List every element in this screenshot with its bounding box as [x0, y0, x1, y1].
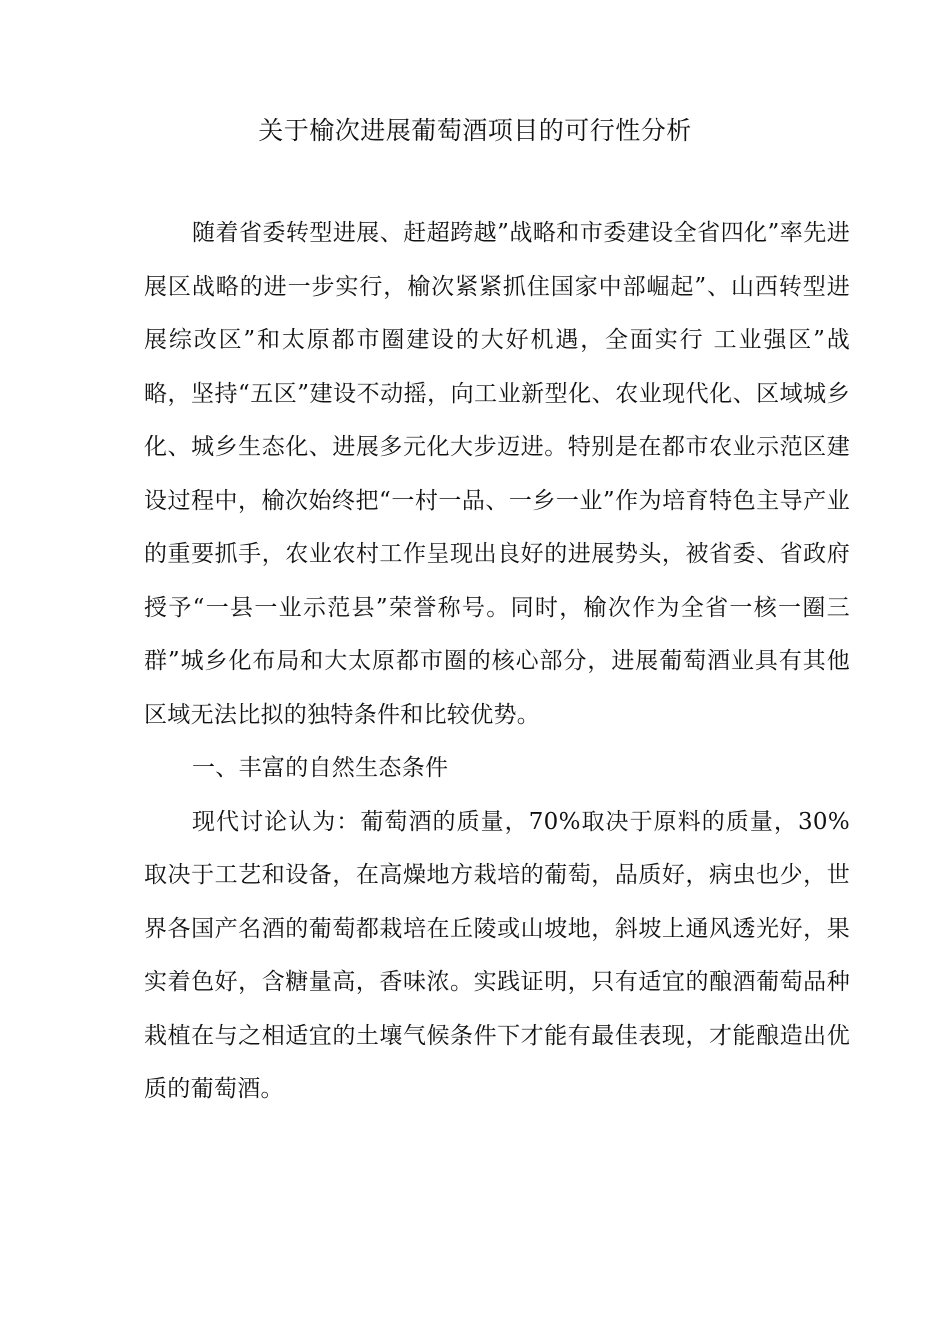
document-title: 关于榆次进展葡萄酒项目的可行性分析: [258, 116, 692, 145]
document-body: [144, 207, 850, 1117]
section-heading-natural-conditions: 一、丰富的自然生态条件: [192, 755, 449, 781]
paragraph-natural-conditions: 现代讨论认为：葡萄酒的质量，70%取决于原料的质量，30%取决于工艺和设备，在高燥地方栽培的葡萄，品质好，病虫也少，世界各国产名酒的葡萄都栽培在丘陵或山坡地，斜坡上通风透光好，果实着色好，含糖量高，香味浓。实践证明，只有适宜的酿酒葡萄品种栽植在与之相适宜的土壤气候条件下才能有最佳表现，才能酿造出优质的葡萄酒。: [144, 808, 850, 1102]
paragraph-intro: 随着省委转型进展、赶超跨越”战略和市委建设全省四化”率先进展区战略的进一步实行，榆次紧紧抓住国家中部崛起”、山西转型进展综改区”和太原都市圈建设的大好机遇，全面实行 工业强区”战略，坚持“五区”建设不动摇，向工业新型化、农业现代化、区域城乡化、城乡生态化、进展多元化大步迈进。特别是在都市农业示范区建设过程中，榆次始终把“一村一品、一乡一业”作为培育特色主导产业的重要抓手，农业农村工作呈现出良好的进展势头，被省委、省政府授予“一县一业示范县”荣誉称号。同时，榆次作为全省一核一圈三群”城乡化布局和大太原都市圈的核心部分，进展葡萄酒业具有其他区域无法比拟的独特条件和比较优势。: [144, 220, 850, 728]
